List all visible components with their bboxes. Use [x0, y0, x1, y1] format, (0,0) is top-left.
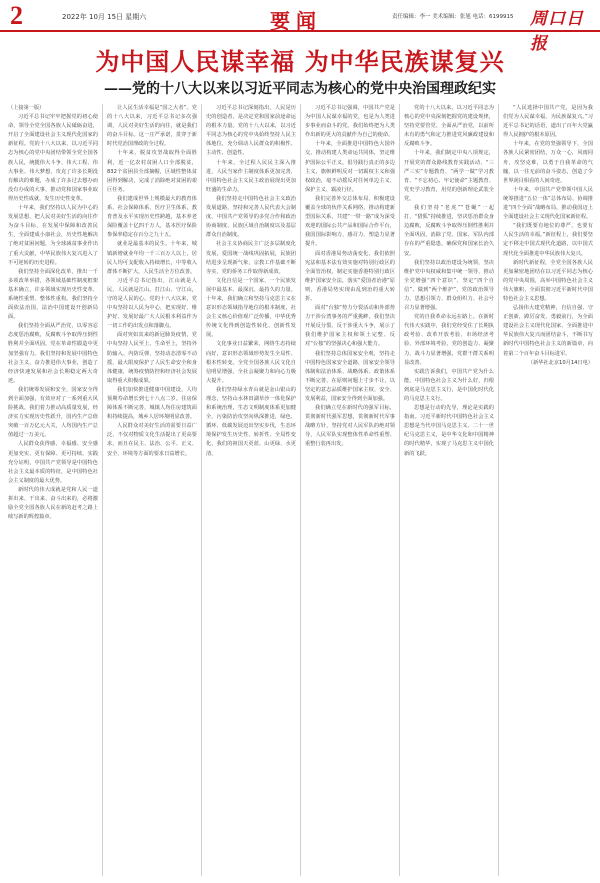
paragraph: 文化事业日益繁荣，网络生态持续向好，意识形态领域形势发生全局性、根本性转变。全党全国各族人民文化自信明显增强，全社会凝聚力和向心力极大提升。 — [206, 341, 296, 384]
paragraph: 文化自信是一个国家、一个民族发展中最基本、最深沉、最持久的力量。十年来，我们确立和坚持马克思主义在意识形态领域指导地位的根本制度，社会主义核心价值观广泛传播，中华优秀传统文化得到创造性转化、创新性发展。 — [206, 277, 296, 339]
paragraph: 新时代的伟大成就是党和人民一道拼出来、干出来、奋斗出来的，必将激励全党全国各族人民在新的赶考之路上续写新的辉煌篇章。 — [8, 486, 98, 521]
paragraph: 我们坚持走中国特色社会主义政治发展道路，坚持和完善人民代表大会制度、中国共产党领导的多党合作和政治协商制度、民族区域自治制度以及基层群众自治制度。 — [206, 195, 296, 239]
paragraph: 十年来，我们制定中央八项规定，开展党的群众路线教育实践活动、“三严三实”专题教育、“两学一做”学习教育、“不忘初心、牢记使命”主题教育、党史学习教育，用党的创新理论武装全党。 — [404, 150, 494, 202]
paragraph: 习近平总书记强调，中国共产党是为中国人民谋幸福的党，也是为人类进步事业而奋斗的党。我们始终把为人类作出新的更大的贡献作为自己的使命。 — [305, 105, 395, 139]
paragraph: 人民群众获得感、幸福感、安全感更加充实、更有保障、更可持续。实践充分证明，中国共产党领导是中国特色社会主义最本质的特征，是中国特色社会主义制度的最大优势。 — [8, 441, 98, 484]
article-column-1 — [8, 104, 98, 876]
editors-info: 责任编辑：李一 美术编辑：张旭 电话：6199915 — [392, 14, 514, 20]
paragraph: 十年来，全过程人民民主深入推进，人民当家作主制度体系更加完善，中国特色社会主义民主政治展现出更加旺盛的生命力。 — [206, 159, 296, 193]
paragraph: 十年来，全面推进中国特色大国外交，推动构建人类命运共同体，坚定维护国际公平正义，倡导践行真正的多边主义，旗帜鲜明反对一切霸权主义和强权政治，毫不动摇反对任何单边主义、保护主义、霸凌行径。 — [305, 141, 395, 193]
article-column-2 — [107, 104, 197, 876]
paragraph: 社会主义协商民主广泛多层制度化发展，爱国统一战线巩固拓展，民族团结进步呈现新气象，宗教工作基础不断夯实，党的侨务工作取得新成效。 — [206, 241, 296, 275]
paragraph: 十年来，我们坚持以人民为中心的发展思想，把人民对美好生活的向往作为奋斗目标，在发展中保障和改善民生，全面建成小康社会，历史性地解决了绝对贫困问题，为全球减贫事业作出了重大贡献，中华民族伟大复兴进入了不可逆转的历史进程。 — [8, 205, 98, 266]
article-column-5 — [404, 104, 494, 876]
column-divider — [102, 104, 103, 876]
paragraph: 我们完善外交总体布局，积极建设覆盖全球的伙伴关系网络，推动构建新型国际关系，共建“一带一路”成为深受欢迎的国际公共产品和国际合作平台，我国国际影响力、感召力、塑造力显著提升。 — [305, 195, 395, 248]
paragraph: 十年来，在党的坚强领导下，全国各族人民紧密团结，万众一心，风雨同舟，攻坚克难，以勇于自我革命的气魄，以一往无前的奋斗姿态，创造了令世界刮目相看的人间奇迹。 — [503, 141, 593, 184]
column-divider — [498, 104, 499, 876]
paragraph: 让人民生活幸福是“国之大者”。党的十八大以来，习近平总书记多次强调，人民对美好生活的向往，就是我们的奋斗目标。这一庄严承诺，贯穿于新时代党治国理政的全过程。 — [107, 105, 197, 148]
section-title: 要闻 — [270, 9, 322, 33]
headline: 为中国人民谋幸福 为中华民族谋复兴 — [95, 48, 505, 76]
paragraph: 就业是最基本的民生。十年来，城镇新增就业年均一千三百万人以上，居民人均可支配收入持续增长，中等收入群体不断扩大，人民生活全方位改善。 — [107, 241, 197, 275]
column-divider — [399, 104, 400, 876]
article-column-3 — [206, 104, 296, 876]
paragraph: 人民群众对美好生活的需要日益广泛，不仅对物质文化生活提出了更高要求，而且在民主、法治、公平、正义、安全、环境等方面的要求日益增长。 — [107, 423, 197, 457]
paragraph: 实践告诉我们，中国共产党为什么能，中国特色社会主义为什么好，归根到底是马克思主义行，是中国化时代化的马克思主义行。 — [404, 368, 494, 402]
paragraph: 习近平总书记深刻指出，人民是历史的创造者，是决定党和国家前途命运的根本力量。党的十八大以来，以习近平同志为核心的党中央始终坚持人民主体地位，充分调动人民群众的积极性、主动性、创造性。 — [206, 105, 296, 157]
paragraph: 我们坚持全面深化改革，推出一千多项改革举措，各领域基础性制度框架基本确立，许多领域实现历史性变革、系统性重塑、整体性重构。我们坚持全面依法治国，法治中国建设开创新局面。 — [8, 268, 98, 321]
paragraph: 弘扬伟大建党精神，自信自强、守正创新，踔厉奋发、勇毅前行，为全面建设社会主义现代化国家、全面推进中华民族伟大复兴而团结奋斗，不断书写新时代中国特色社会主义的新篇章，向着第二个百年奋斗目标进军。 — [503, 305, 593, 357]
paragraph: 十年来，中国共产党带领中国人民统筹推进“五位一体”总体布局、协调推进“四个全面”战略布局，推动我国迈上全面建设社会主义现代化国家新征程。 — [503, 186, 593, 221]
continuation-note: （上接第一版） — [8, 105, 45, 111]
paragraph: 我们建成世界上规模最大的教育体系、社会保障体系、医疗卫生体系，教育普及水平实现历史性跨越，基本养老保险覆盖十亿四千万人，基本医疗保险参保率稳定在百分之九十五。 — [107, 195, 197, 239]
newspaper-logo: 周口日报 — [530, 9, 584, 54]
column-divider — [201, 104, 202, 876]
article-column-4 — [305, 104, 395, 876]
paragraph: 我们坚持总体国家安全观，坚持走中国特色国家安全道路，国家安全领导体制和法治体系、战略体系、政策体系不断完善，在原则问题上寸步不让，以坚定的意志品质维护国家主权、安全、发展利益，国家安全得到全面加强。 — [305, 350, 395, 402]
masthead — [0, 0, 600, 54]
page-number: 2 — [10, 1, 23, 30]
paragraph: “人民选择中国共产党，是因为我们党为人民谋幸福、为民族谋复兴。”习近平总书记的话语，道出了百年大党赢得人民拥护的根本原因。 — [503, 105, 593, 139]
subheadline: ——党的十八大以来以习近平同志为核心的党中央治国理政纪实 — [104, 81, 496, 97]
paragraph: 党的自我革命永远在路上。在新时代伟大实践中，我们党经受住了长期执政考验、改革开放考验、市场经济考验、外部环境考验，党的创造力、凝聚力、战斗力显著增强，党群干群关系明显改善。 — [404, 314, 494, 366]
paragraph: 我们加快推进健康中国建设，人均预期寿命增长到七十八点二岁。住房保障体系不断完善，城镇人均住房建筑面积持续提高，城乡人居环境明显改善。 — [107, 386, 197, 421]
paragraph: 我们统筹发展和安全，国家安全得到全面加强，有效应对了一系列重大风险挑战。我们着力推动高质量发展，经济实力实现历史性跃升，国内生产总值突破一百万亿元大关，人均国内生产总值超过一万美元。 — [8, 386, 98, 439]
paragraph: 我们确立党在新时代的强军目标，贯彻新时代强军思想，贯彻新时代军事战略方针，坚持党对人民军队的绝对领导，人民军队实现整体性革命性重塑、重整行装再出发。 — [305, 405, 395, 448]
paragraph: 思想是行动的先导，理论是实践的指南。习近平新时代中国特色社会主义思想是当代中国马克思主义、二十一世纪马克思主义，是中华文化和中国精神的时代精华，实现了马克思主义中国化新的飞跃。 — [404, 405, 494, 457]
paragraph: 我们坚持以政治建设为统领，坚决维护党中央权威和集中统一领导，推动全党增强“四个意识”、坚定“四个自信”、做到“两个维护”，党的政治领导力、思想引领力、群众组织力、社会号召力显著增强。 — [404, 259, 494, 312]
paragraph: 面对突如其来的新冠肺炎疫情，党中央坚持人民至上、生命至上，坚持外防输入、内防反弹，坚持动态清零不动摇，最大限度保护了人民生命安全和身体健康，统筹疫情防控和经济社会发展取得重大积极成果。 — [107, 332, 197, 384]
dateline-note: （新华社北京10月14日电） — [527, 359, 593, 366]
paragraph: 习近平总书记牢牢把握党的初心使命，领导全党全国各族人民砥砺奋进，开启了全面建设社会主义现代化国家的新征程。党的十八大以来，以习近平同志为核心的党中央团结带领全党全国各族人民，统揽伟大斗争、伟大工程、伟大事业、伟大梦想，攻克了许多长期没有解决的难题，办成了许多过去想办而没有办成的大事，推动党和国家事业取得历史性成就、发生历史性变革。 — [8, 114, 98, 202]
issue-date: 2022年 10月 15日 星期六 — [62, 13, 147, 21]
column-divider — [300, 104, 301, 876]
article-column-6 — [503, 104, 593, 876]
paragraph: 党的十八大以来，以习近平同志为核心的党中央深刻把握党的建设规律，坚持党要管党、全面从严治党，以前所未有的勇气和定力推进党风廉政建设和反腐败斗争。 — [404, 105, 494, 148]
paragraph: 面对“台独”势力分裂活动和外部势力干涉台湾事务的严重挑衅，我们坚决开展反分裂、反干涉重大斗争，展示了我们维护国家主权和领土完整、反对“台独”的坚强决心和强大能力。 — [305, 305, 395, 348]
paragraph: 我们坚持“老虎”“苍蝇”一起打，“猎狐”持续推进，坚决惩治群众身边腐败，反腐败斗争取得压倒性胜利并全面巩固，消除了党、国家、军队内部存在的严重隐患，确保党和国家长治久安。 — [404, 205, 494, 257]
paragraph: 习近平总书记指出，江山就是人民，人民就是江山。打江山、守江山，守的是人民的心。党的十八大以来，党中央坚持以人民为中心，把实现好、维护好、发展好最广大人民根本利益作为一切工作的出发点和落脚点。 — [107, 277, 197, 330]
paragraph: “我们既要有地位的尊严，也要有人民生活的幸福。”新征程上，我们要坚定不移走中国式现代化道路，以中国式现代化全面推进中华民族伟大复兴。 — [503, 223, 593, 257]
paragraph: 我们坚持全面从严治党，以零容忍态度惩治腐败，反腐败斗争取得压倒性胜利并全面巩固，党在革命性锻造中更加坚强有力。我们坚持和发展中国特色社会主义，奋力推进伟大事业，创造了经济快速发展和社会长期稳定两大奇迹。 — [8, 323, 98, 384]
paragraph: 面对香港局势动荡变化，我们依照宪法和基本法有效实施对特别行政区的全面管治权，制定实施香港特别行政区维护国家安全法，落实“爱国者治港”原则，香港局势实现由乱到治的重大转折。 — [305, 250, 395, 302]
article-body — [8, 104, 594, 876]
paragraph: 十年来，脱贫攻坚战取得全面胜利，近一亿农村贫困人口全部脱贫，832个贫困县全部摘帽，区域性整体贫困得到解决，完成了消除绝对贫困的艰巨任务。 — [107, 150, 197, 193]
paragraph: 我们坚持绿水青山就是金山银山的理念，坚持山水林田湖草沙一体化保护和系统治理，生态文明制度体系更加健全，污染防治攻坚向纵深推进，绿色、循环、低碳发展迈出坚实步伐，生态环境保护发生历史性、转折性、全局性变化，我们的祖国天更蓝、山更绿、水更清。 — [206, 386, 296, 457]
paragraph: 新时代新征程，全党全国各族人民更加紧密地团结在以习近平同志为核心的党中央周围，高举中国特色社会主义伟大旗帜，全面贯彻习近平新时代中国特色社会主义思想。 — [503, 259, 593, 302]
